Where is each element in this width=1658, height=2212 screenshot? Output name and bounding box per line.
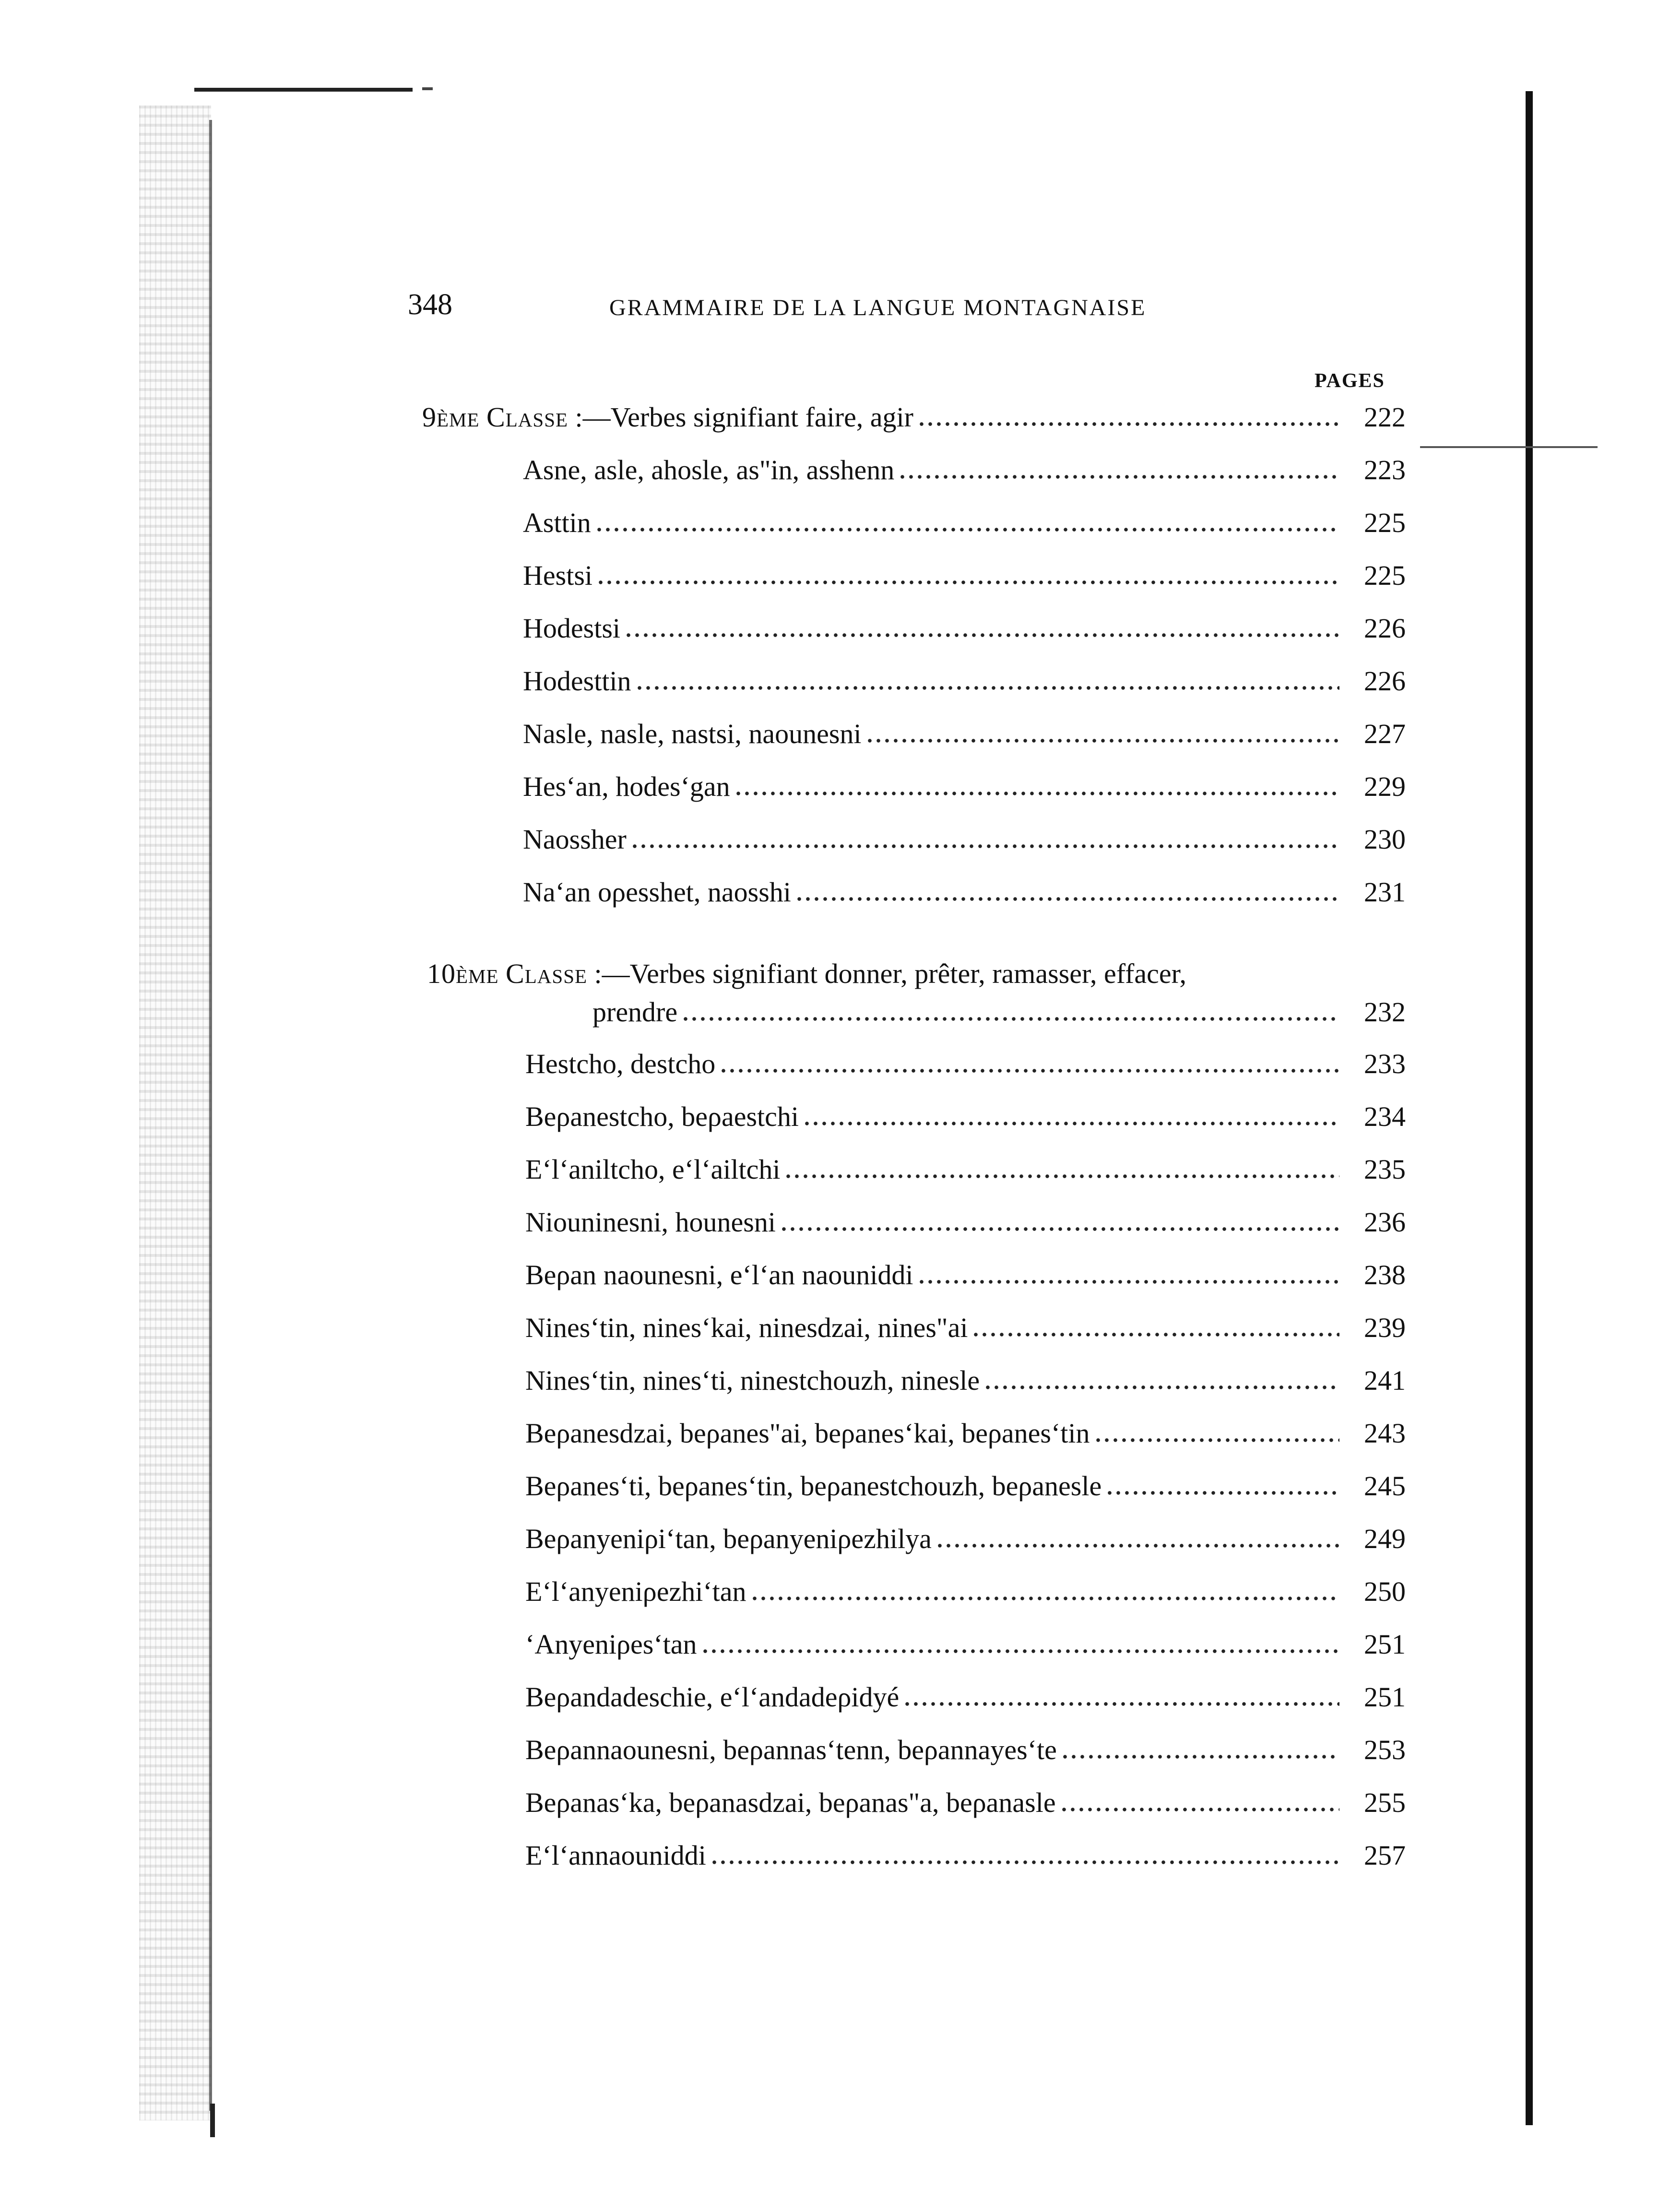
running-title: GRAMMAIRE DE LA LANGUE MONTAGNAISE <box>609 295 1147 320</box>
entry-text: Nines‘tin, nines‘ti, ninestchouzh, ninesle <box>525 1365 980 1396</box>
entry-text: Beρandadeschie, e‘l‘andadeρidyé <box>525 1681 900 1713</box>
toc-entry <box>523 453 1406 487</box>
entry-text: Niouninesni, hounesni <box>525 1207 776 1238</box>
entry-page: 225 <box>1364 560 1406 591</box>
toc-entry <box>523 717 1406 751</box>
entry-page: 243 <box>1364 1418 1406 1449</box>
entry-page: 230 <box>1364 824 1406 855</box>
entry-text: Nasle, nasle, nastsi, naounesni <box>523 718 862 749</box>
leader-dots <box>865 737 1339 744</box>
entry-text: E‘l‘aniltcho, e‘l‘ailtchi <box>525 1154 781 1185</box>
leader-dots <box>917 421 1339 427</box>
class-10-heading-cont <box>592 995 1406 1029</box>
entry-text: Hodestsi <box>523 613 620 644</box>
entry-text: E‘l‘annaouniddi <box>525 1840 706 1871</box>
class-10-page: 232 <box>1364 996 1406 1028</box>
leader-dots <box>784 1173 1339 1180</box>
leader-dots <box>1060 1806 1339 1813</box>
toc-entry <box>525 1628 1406 1661</box>
class-9-number: 9ème <box>422 402 480 433</box>
entry-text: Beρannaounesni, beρannas‘tenn, beρannayes‘te <box>525 1734 1057 1765</box>
entry-page: 227 <box>1364 718 1406 749</box>
toc-entry <box>525 1417 1406 1450</box>
entry-text: Hodesttin <box>523 665 631 697</box>
toc-entry <box>523 770 1406 804</box>
toc-entry <box>523 823 1406 856</box>
toc-entry <box>525 1258 1406 1292</box>
right-margin-bar <box>1526 91 1533 2125</box>
leader-dots <box>971 1331 1339 1338</box>
class-10-title-cont: prendre <box>592 996 678 1028</box>
leader-dots <box>750 1595 1340 1602</box>
leader-dots <box>983 1384 1339 1391</box>
entry-page: 225 <box>1364 507 1406 538</box>
entry-text: Beρan naounesni, e‘l‘an naouniddi <box>525 1259 913 1290</box>
leader-dots <box>719 1067 1339 1074</box>
leader-dots <box>596 579 1339 586</box>
leader-dots <box>630 843 1339 850</box>
entry-page: 238 <box>1364 1259 1406 1290</box>
toc-entry <box>525 1575 1406 1609</box>
toc-entry <box>525 1469 1406 1503</box>
entry-page: 245 <box>1364 1470 1406 1502</box>
page-header <box>408 288 1406 326</box>
entry-text: Beρanesdzai, beρanes"ai, beρanes‘kai, beρanes‘tin <box>525 1418 1090 1449</box>
entry-text: Hes‘an, hodes‘gan <box>523 771 730 802</box>
leader-dots <box>903 1701 1339 1707</box>
class-10-heading <box>427 957 1406 991</box>
entry-page: 226 <box>1364 665 1406 697</box>
entry-text: Na‘an oρesshet, naosshi <box>523 876 791 908</box>
toc-entry <box>523 612 1406 645</box>
entry-page: 236 <box>1364 1207 1406 1238</box>
toc-entry <box>525 1100 1406 1134</box>
entry-text: ‘Anyeniρes‘tan <box>525 1629 697 1660</box>
toc-entry <box>525 1839 1406 1872</box>
leader-dots <box>710 1859 1339 1866</box>
leader-dots <box>898 473 1339 480</box>
class-9-page: 222 <box>1364 402 1406 433</box>
entry-page: 239 <box>1364 1312 1406 1343</box>
toc-entry <box>525 1206 1406 1239</box>
entry-page: 255 <box>1364 1787 1406 1818</box>
class-9-heading <box>422 401 1406 434</box>
entry-page: 226 <box>1364 613 1406 644</box>
toc-entry <box>525 1522 1406 1556</box>
toc-entry <box>523 664 1406 698</box>
top-dash <box>422 87 433 90</box>
bottom-mark <box>210 2104 215 2137</box>
entry-page: 229 <box>1364 771 1406 802</box>
entry-page: 241 <box>1364 1365 1406 1396</box>
scan-edge-line <box>209 120 212 2111</box>
entry-text: E‘l‘anyeniρezhi‘tan <box>525 1576 746 1607</box>
entry-page: 253 <box>1364 1734 1406 1765</box>
toc-entry <box>525 1364 1406 1397</box>
toc-entry <box>525 1153 1406 1186</box>
entry-text: Asne, asle, ahosle, as"in, asshenn <box>523 454 895 485</box>
entry-page: 249 <box>1364 1523 1406 1554</box>
entry-page: 251 <box>1364 1681 1406 1713</box>
entry-text: Hestcho, destcho <box>525 1048 716 1079</box>
leader-dots <box>795 896 1339 902</box>
scan-edge-shadow <box>139 106 211 2120</box>
entry-text: Beρanes‘ti, beρanes‘tin, beρanestchouzh, beρanesle <box>525 1470 1102 1502</box>
class-10-label: Classe <box>506 958 588 989</box>
leader-dots <box>635 685 1339 691</box>
page-number: 348 <box>408 288 452 321</box>
leader-dots <box>1105 1490 1339 1496</box>
leader-dots <box>624 632 1339 639</box>
class-10-title: :—Verbes signifiant donner, prêter, ramasser, effacer, <box>594 958 1187 989</box>
leader-dots <box>917 1278 1340 1285</box>
right-margin-tick <box>1420 446 1598 448</box>
entry-page: 233 <box>1364 1048 1406 1079</box>
toc-entry <box>525 1047 1406 1081</box>
entry-text: Naossher <box>523 824 627 855</box>
leader-dots <box>1094 1437 1339 1443</box>
entry-text: Asttin <box>523 507 591 538</box>
leader-dots <box>734 790 1339 797</box>
toc-entry <box>525 1680 1406 1714</box>
leader-dots <box>936 1542 1339 1549</box>
leader-dots <box>780 1226 1339 1232</box>
leader-dots <box>681 1016 1339 1022</box>
toc-entry <box>525 1786 1406 1820</box>
entry-page: 250 <box>1364 1576 1406 1607</box>
pages-column-label: PAGES <box>1315 370 1385 392</box>
entry-text: Hestsi <box>523 560 592 591</box>
toc-entry <box>523 506 1406 540</box>
entry-page: 234 <box>1364 1101 1406 1132</box>
toc-entry <box>523 875 1406 909</box>
leader-dots <box>595 526 1339 533</box>
entry-page: 223 <box>1364 454 1406 485</box>
leader-dots <box>701 1648 1340 1655</box>
class-9-title: :—Verbes signifiant faire, agir <box>575 402 913 433</box>
class-9-label: Classe <box>486 402 568 433</box>
entry-page: 251 <box>1364 1629 1406 1660</box>
class-10-number: 10ème <box>427 958 499 989</box>
toc-entry <box>525 1311 1406 1345</box>
entry-text: Beρanestcho, beρaestchi <box>525 1101 799 1132</box>
entry-page: 235 <box>1364 1154 1406 1185</box>
leader-dots <box>1061 1753 1339 1760</box>
toc-entry <box>525 1733 1406 1767</box>
leader-dots <box>803 1120 1339 1127</box>
entry-page: 257 <box>1364 1840 1406 1871</box>
entry-page: 231 <box>1364 876 1406 908</box>
toc-entry <box>523 559 1406 592</box>
entry-text: Beρanas‘ka, beρanasdzai, beρanas"a, beρanasle <box>525 1787 1056 1818</box>
entry-text: Beρanyeniρi‘tan, beρanyeniρezhilya <box>525 1523 932 1554</box>
entry-text: Nines‘tin, nines‘kai, ninesdzai, nines"ai <box>525 1312 968 1343</box>
top-rule <box>194 88 413 92</box>
